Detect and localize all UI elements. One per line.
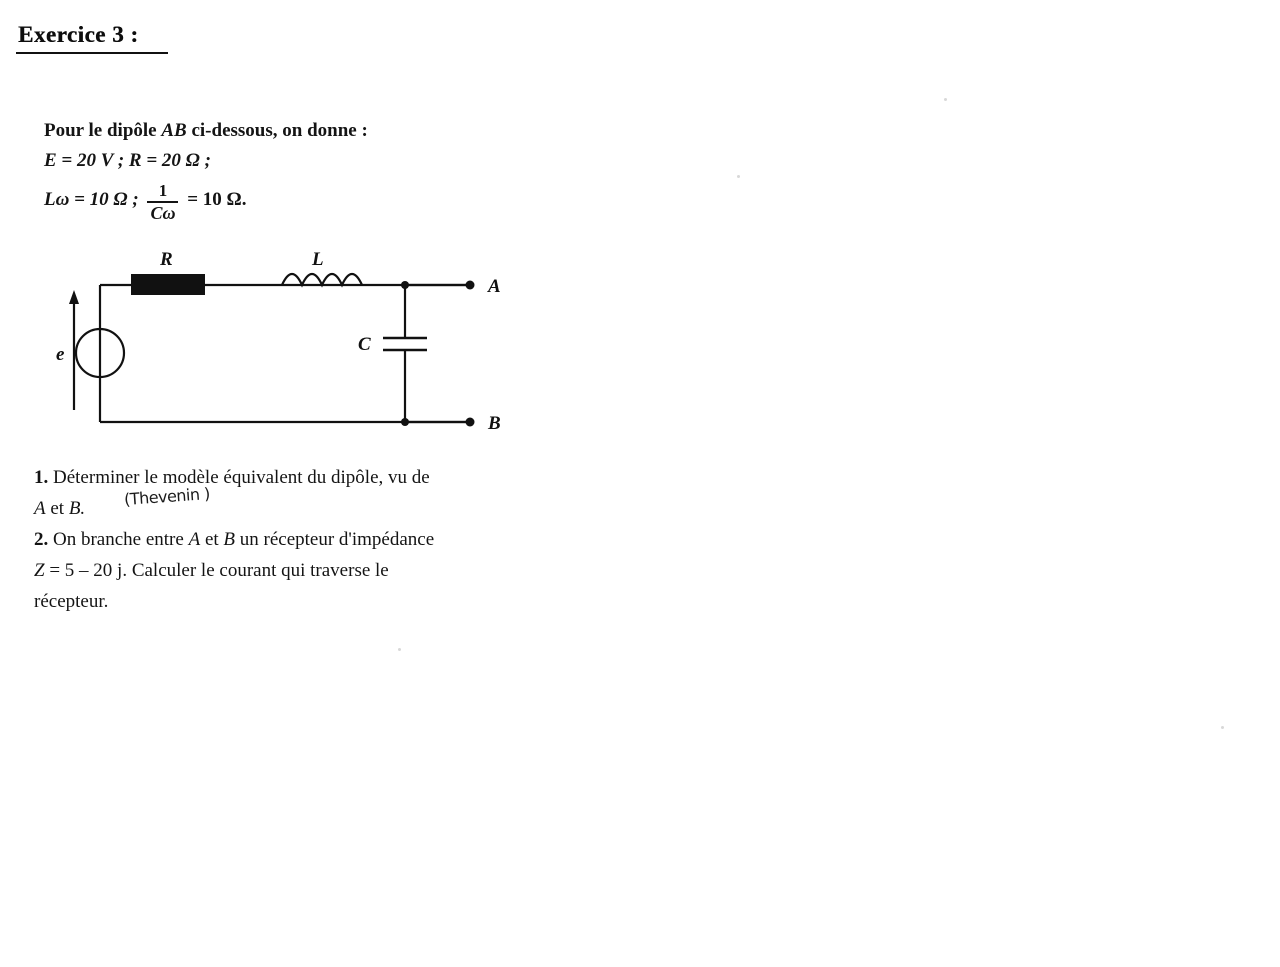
label-source: e [56,344,65,365]
terminal-dot-a [466,281,475,290]
fraction-denominator: Cω [150,203,176,223]
question-2-text-mid: et [200,529,224,550]
scan-speck [398,648,401,651]
fraction-numerator: 1 [158,181,168,200]
page-title: Exercice 3 : [18,22,139,47]
question-1-ref-a: A [34,498,46,519]
question-2-line-1 [34,524,554,555]
scan-speck [1221,726,1224,729]
circuit-svg [40,240,560,450]
question-1-line-2 [34,493,554,524]
question-2-impedance-symbol: Z [34,560,45,581]
label-terminal-b: B [488,413,501,434]
source-arrow-head [69,290,79,304]
fraction-one-over-c-omega [147,182,178,222]
question-1-mid: et [45,498,69,519]
question-1-number: 1. [34,467,49,488]
statement-line-2: E = 20 V ; R = 20 Ω ; [44,150,211,171]
circuit-diagram [40,240,560,450]
question-2-number: 2. [34,529,49,550]
statement-line-3-pre: Lω = 10 Ω ; [44,189,139,210]
question-1-line-1 [34,462,554,493]
question-2-text-post: un récepteur d'impédance [235,529,435,550]
label-terminal-a: A [488,276,501,297]
question-2-impedance-value: = 5 – 20 j. Calculer le courant qui traverse le [44,560,389,581]
title-underline [16,52,168,54]
scan-speck [737,175,740,178]
statement-line-1-post: ci-dessous, on donne : [186,120,368,141]
statement-line-3 [44,182,604,222]
question-2-text-pre: On branche entre [53,529,189,550]
terminal-dot-b [466,418,475,427]
inductor-coils [282,274,362,285]
problem-statement [44,116,604,222]
statement-line-3-post: = 10 Ω. [187,189,247,210]
question-2-line-2 [34,555,534,586]
questions-block [34,462,554,617]
label-capacitor: C [358,334,371,355]
statement-line-1 [44,116,604,146]
question-2-ref-b: B [223,529,236,550]
handwritten-annotation-thevenin: (Thevenin ) [123,484,211,509]
question-2-line-3: récepteur. [34,591,109,612]
label-inductor: L [312,249,324,270]
question-1-text-1: Déterminer le modèle équivalent du dipôle, vu de [53,467,430,488]
question-1-ref-b: B. [68,498,86,519]
resistor-body [132,275,204,294]
label-resistor: R [160,249,173,270]
statement-line-1-pre: Pour le dipôle [44,120,162,141]
statement-line-1-ital: AB [161,120,187,141]
question-2-ref-a: A [188,529,201,550]
scan-speck [944,98,947,101]
